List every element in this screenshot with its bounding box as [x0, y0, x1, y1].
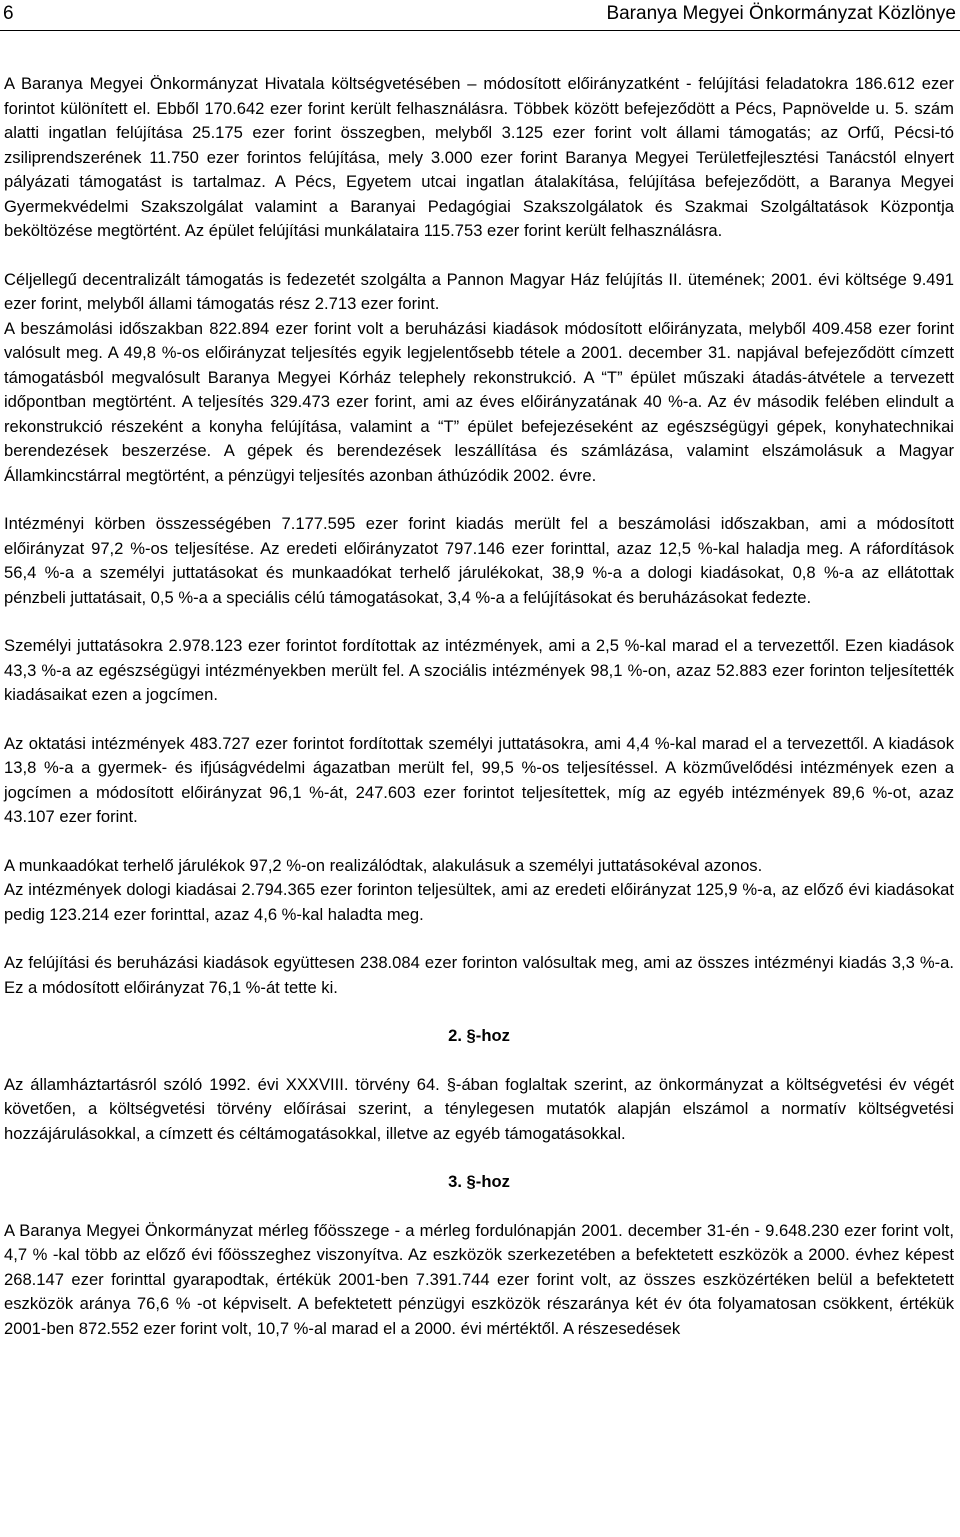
paragraph-targeted-subsidy: Céljellegű decentralizált támogatás is fedezetét szolgálta a Pannon Magyar Ház felújítás II. ütemének; 2001. évi költsége 9.491 ezer forint, melyből állami támogatás rész 2.713 ezer forint. [4, 269, 954, 313]
journal-title: Baranya Megyei Önkormányzat Közlönye [606, 3, 956, 24]
section-2-text: Az államháztartásról szóló 1992. évi XXXVIII. törvény 64. §-ában foglaltak szerint, az önkormányzat a költségvetési év végét követően, a költségvetési törvény előírásai szerint, a ténylegesen mutatók alapján elszámol a normatív költségvetési hozzájárulásokkal, a címzett és céltámogatásokkal, illetve az egyéb támogatásokkal. [4, 1074, 954, 1143]
document-body [4, 72, 954, 1341]
paragraph-personnel: Személyi juttatásokra 2.978.123 ezer forintot fordítottak az intézmények, ami a 2,5 %-kal marad el a tervezettől. Ezen kiadások 43,3 %-a az egészségügyi intézményekben merült fel. A szociális intézmények 98,1 %-on, azaz 52.883 ezer forinton teljesítették kiadásaikat ezen a jogcímen. [4, 636, 954, 704]
page-number: 6 [3, 3, 14, 24]
paragraph-contributions: A munkaadókat terhelő járulékok 97,2 %-on realizálódtak, alakulásuk a személyi juttatásokéval azonos. [4, 855, 763, 875]
paragraph-investments: A beszámolási időszakban 822.894 ezer forint volt a beruházási kiadások módosított előirányzata, melyből 409.458 ezer forint valósult meg. A 49,8 %-os előirányzat teljesítés egyik legjelentősebb tétele a 2001. december 31. napjával befejeződött címzett támogatásból megvalósult Baranya Megyei Kórház telephely rekonstrukció. A “T” épület műszaki átadás-átvétele a tervezett időpontban megtörtént. A teljesítés 329.473 ezer forint, ami az éves előirányzatának 40 %-a. Az év második felében elindult a rekonstrukció részeként a konyha felújítása, valamint a “T” épület befejezéseként az egészségügyi gépek, konyhatechnikai berendezések beszerzése. A gépek és berendezések leszállítása és számlázása, valamint elszámolásuk a Magyar Államkincstárral megtörtént, a pénzügyi teljesítés azonban áthúzódik 2002. évre. [4, 318, 954, 485]
section-2-heading: 2. §-hoz [448, 1026, 510, 1045]
paragraph-capital-expenses: Az felújítási és beruházási kiadások együttesen 238.084 ezer forinton valósultak meg, ami az összes intézményi kiadás 3,3 %-a. Ez a módosított előirányzat 76,1 %-át tette ki. [4, 953, 954, 997]
page-header [0, 0, 960, 31]
paragraph-education: Az oktatási intézmények 483.727 ezer forintot fordítottak személyi juttatásokra, ami 4,4 %-kal marad el a tervezettől. A kiadások 13,8 %-a a gyermek- és ifjúságvédelmi ágazatban merült fel, 99,5 %-os teljesítéssel. A közművelődési intézmények ezen a jogcímen a módosított előirányzat 96,1 %-át, 247.603 ezer forintot teljesítettek, míg az egyéb intézmények 89,6 %-ot, azaz 43.107 ezer forint. [4, 733, 954, 826]
paragraph-institutional-spending: Intézményi körben összességében 7.177.595 ezer forint kiadás merült fel a beszámolási időszakban, ami a módosított előirányzat 97,2 %-os teljesítése. Az eredeti előirányzatot 797.146 ezer forinttal, azaz 12,5 %-kal haladja meg. A ráfordítások 56,4 %-a a személyi juttatásokat és munkaadókat terhelő járulékokat, 38,9 %-a a dologi kiadásokat, 0,8 %-a az ellátottak pénzbeli juttatásait, 0,5 %-a a speciális célú támogatásokat, 3,4 %-a a felújításokat és beruházásokat fedezte. [4, 514, 954, 607]
paragraph-material-expenses: Az intézmények dologi kiadásai 2.794.365 ezer forinton teljesültek, ami az eredeti előirányzat 125,9 %-a, az előző évi kiadásokat pedig 123.214 ezer forinttal, azaz 4,6 %-kal haladta meg. [4, 880, 954, 924]
section-3-heading: 3. §-hoz [448, 1172, 510, 1191]
paragraph-renovation: A Baranya Megyei Önkormányzat Hivatala költségvetésében – módosított előirányzatként - felújítási feladatokra 186.612 ezer forintot különített el. Ebből 170.642 ezer forint került felhasználásra. Többek között befejeződött a Pécs, Papnövelde u. 5. szám alatti ingatlan felújítása 25.175 ezer forint összegben, melyből 3.125 ezer forint volt állami támogatás; az Orfű, Pécsi-tó zsiliprendszerének 11.750 ezer forintos felújítása, mely 3.000 ezer forint Baranya Megyei Területfejlesztési Tanácstól elnyert pályázati támogatást is tartalmaz. A Pécs, Egyetem utcai ingatlan átalakítása, felújítása befejeződött, a Baranya Megyei Gyermekvédelmi Szakszolgálat valamint a Baranyai Pedagógiai Szakszolgálatok és Szakmai Szolgáltatások Központja beköltözése megtörtént. Az épület felújítási munkálataira 115.753 ezer forint került felhasználásra. [4, 74, 954, 240]
section-3-text: A Baranya Megyei Önkormányzat mérleg főösszege - a mérleg fordulónapján 2001. december 31-én - 9.648.230 ezer forint volt, 4,7 % -kal több az előző évi főösszeghez viszonyítva. Az eszközök szerkezetében a befektetett eszközök a 2000. évhez képest 268.147 ezer forinttal gyarapodtak, értékük 2001-ben 7.391.744 ezer forint volt, az összes eszközértéken belül a befektetett eszközök aránya 76,6 % -ot képviselt. A befektetett pénzügyi eszközök részaránya két év óta folyamatosan csökkent, értékük 2001-ben 872.552 ezer forint volt, 10,7 %-al marad el a 2000. évi mértéktől. A részesedések [4, 1220, 954, 1338]
